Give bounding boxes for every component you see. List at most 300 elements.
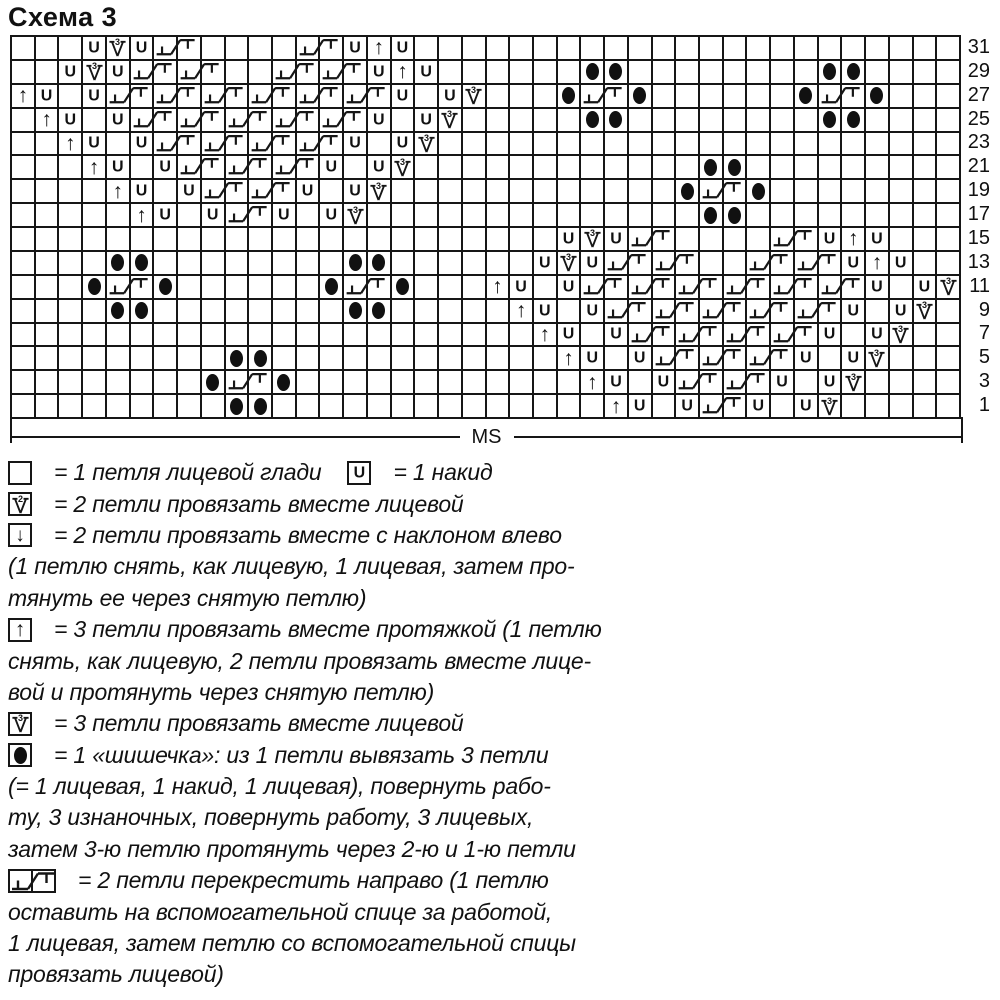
grid-cell [57, 345, 81, 369]
grid-cell [888, 35, 912, 59]
grid-cell [935, 107, 959, 131]
legend-text: тянуть ее через снятую петлю) [8, 584, 367, 611]
grid-cell [722, 226, 746, 250]
grid-cell [935, 345, 959, 369]
yarn-over-symbol: U [657, 373, 670, 391]
grid-cell [532, 35, 556, 59]
grid-cell [888, 298, 912, 322]
grid-cell [603, 226, 627, 250]
grid-cell [81, 178, 105, 202]
grid-cell [532, 178, 556, 202]
grid-cell [817, 298, 841, 322]
grid-cell [34, 35, 58, 59]
grid-cell [413, 298, 437, 322]
grid-cell [81, 83, 105, 107]
grid-cell [152, 154, 176, 178]
legend-line [8, 959, 648, 990]
grid-cell [698, 369, 722, 393]
grid-cell [793, 178, 817, 202]
grid-cell [81, 154, 105, 178]
grid-cell [579, 393, 603, 417]
grid-cell [508, 178, 532, 202]
grid-cell [603, 59, 627, 83]
grid-cell [461, 298, 485, 322]
bobble-symbol [823, 63, 836, 80]
grid-cell [674, 154, 698, 178]
grid-cell [556, 131, 580, 155]
grid-cell [176, 154, 200, 178]
yarn-over-symbol: U [159, 206, 171, 224]
grid-cell [10, 83, 34, 107]
grid-cell [461, 35, 485, 59]
grid-cell [34, 393, 58, 417]
svg-text:3: 3 [589, 228, 595, 239]
grid-cell [57, 250, 81, 274]
grid-cell [247, 226, 271, 250]
grid-cell [793, 226, 817, 250]
grid-cell [627, 178, 651, 202]
grid-cell [485, 345, 509, 369]
yarn-over-symbol: U [610, 373, 622, 391]
grid-cell [651, 59, 675, 83]
grid-cell [485, 250, 509, 274]
legend-line [8, 645, 648, 676]
grid-cell [485, 107, 509, 131]
grid-cell [57, 154, 81, 178]
row-number: 15 [967, 226, 990, 249]
grid-cell [864, 298, 888, 322]
bobble-symbol [230, 398, 243, 415]
yarn-over-symbol: U [88, 87, 100, 105]
grid-cell [627, 393, 651, 417]
grid-cell [247, 131, 271, 155]
grid-cell [105, 274, 129, 298]
grid-cell [817, 393, 841, 417]
grid-cell [152, 59, 176, 83]
grid-cell [935, 178, 959, 202]
grid-cell [295, 59, 319, 83]
grid-cell [152, 107, 176, 131]
grid-cell [722, 250, 746, 274]
yarn-over-symbol: U [420, 63, 432, 81]
grid-cell [461, 202, 485, 226]
grid-cell [769, 298, 793, 322]
svg-text:3: 3 [566, 252, 572, 263]
grid-cell [129, 298, 153, 322]
grid-cell [579, 154, 603, 178]
legend-line [8, 802, 648, 833]
grid-cell [10, 369, 34, 393]
yarn-over-symbol: U [894, 254, 907, 272]
grid-cell [342, 202, 366, 226]
grid-cell [698, 298, 722, 322]
grid-cell [247, 274, 271, 298]
grid-cell [224, 107, 248, 131]
grid-cell [437, 35, 461, 59]
grid-cell [342, 35, 366, 59]
k3tog-symbol [440, 109, 459, 130]
grid-cell [390, 226, 414, 250]
grid-cell [129, 178, 153, 202]
yarn-over-symbol: U [847, 254, 860, 272]
grid-cell [366, 298, 390, 322]
grid-cell [34, 250, 58, 274]
grid-cell [674, 322, 698, 346]
yarn-over-symbol: U [325, 158, 338, 176]
grid-cell [603, 35, 627, 59]
grid-cell [769, 83, 793, 107]
grid-cell [413, 178, 437, 202]
legend-text: затем 3-ю петлю протянуть через 2-ю и 1-ю петли [8, 835, 576, 862]
grid-cell [508, 322, 532, 346]
grid-cell [295, 393, 319, 417]
grid-cell [81, 369, 105, 393]
sk2p-symbol: ↑ [65, 131, 76, 155]
grid-cell [935, 59, 959, 83]
grid-cell [57, 59, 81, 83]
grid-cell [912, 35, 936, 59]
grid-cell [840, 35, 864, 59]
k3tog-symbol [11, 713, 30, 734]
grid-cell [342, 322, 366, 346]
grid-cell [271, 154, 295, 178]
grid-cell [105, 298, 129, 322]
yarn-over-symbol: U [396, 87, 409, 105]
grid-cell [437, 202, 461, 226]
sk2p-symbol: ↑ [587, 370, 598, 394]
grid-cell [485, 131, 509, 155]
grid-cell [627, 298, 651, 322]
grid-cell [129, 322, 153, 346]
bobble-symbol [135, 254, 148, 271]
grid-cell [793, 250, 817, 274]
grid-cell [224, 298, 248, 322]
grid-cell [888, 83, 912, 107]
grid-cell [579, 178, 603, 202]
row-number: 23 [967, 131, 990, 154]
grid-cell [34, 202, 58, 226]
row-number: 9 [978, 298, 990, 321]
yarn-over-symbol: U [88, 134, 100, 152]
knit-stitch-symbol [8, 461, 32, 485]
grid-cell [745, 250, 769, 274]
grid-cell [366, 226, 390, 250]
grid-cell [390, 154, 414, 178]
legend-text: ту, 3 изнаночных, повернуть работу, 3 лицевых, [8, 804, 534, 831]
grid-cell [437, 83, 461, 107]
grid-cell [176, 83, 200, 107]
bobble-symbol [372, 302, 385, 319]
grid-cell [888, 250, 912, 274]
grid-cell [81, 393, 105, 417]
ms-line-right [514, 436, 962, 438]
grid-cell [556, 274, 580, 298]
sk2p-symbol: ↑ [610, 394, 622, 418]
grid-cell [935, 226, 959, 250]
grid-cell [366, 202, 390, 226]
grid-cell [651, 250, 675, 274]
bobble-symbol [823, 111, 836, 128]
yarn-over-symbol: U [349, 134, 361, 152]
yarn-over-symbol: U [823, 230, 836, 248]
bobble-symbol [325, 278, 338, 295]
grid-cell [271, 345, 295, 369]
grid-cell [817, 322, 841, 346]
grid-cell [200, 345, 224, 369]
grid-cell [912, 250, 936, 274]
grid-cell [864, 83, 888, 107]
grid-cell [247, 345, 271, 369]
grid-cell [840, 202, 864, 226]
grid-cell [152, 226, 176, 250]
yarn-over-symbol: U [610, 325, 622, 343]
row-numbers [962, 35, 990, 417]
grid-cell [817, 83, 841, 107]
grid-cell [318, 226, 342, 250]
k3tog-symbol [417, 133, 436, 154]
grid-cell [769, 107, 793, 131]
yarn-over-symbol: U [847, 349, 860, 367]
grid-cell [129, 226, 153, 250]
grid-cell [674, 298, 698, 322]
grid-cell [627, 274, 651, 298]
grid-cell [485, 59, 509, 83]
grid-cell [366, 35, 390, 59]
grid-cell [10, 59, 34, 83]
yarn-over-symbol: U [562, 278, 575, 296]
grid-cell [271, 369, 295, 393]
grid-cell [57, 178, 81, 202]
grid-cell [437, 345, 461, 369]
grid-cell [152, 274, 176, 298]
grid-cell [745, 107, 769, 131]
grid-cell [793, 393, 817, 417]
grid-cell [224, 345, 248, 369]
grid-cell [627, 369, 651, 393]
grid-cell [390, 131, 414, 155]
legend-line [8, 488, 648, 519]
yarn-over-symbol: U [372, 63, 385, 81]
grid-cell [295, 274, 319, 298]
grid-cell [556, 59, 580, 83]
grid-cell [864, 226, 888, 250]
grid-cell [556, 322, 580, 346]
grid-cell [10, 154, 34, 178]
yarn-over-symbol: U [88, 39, 100, 57]
grid-cell [57, 393, 81, 417]
row-number: 1 [978, 394, 990, 417]
grid-cell [247, 178, 271, 202]
grid-cell [200, 131, 224, 155]
bobble-symbol [847, 63, 860, 80]
k2tog-symbol [8, 492, 32, 516]
grid-cell [508, 59, 532, 83]
grid-cell [556, 226, 580, 250]
grid-cell [105, 369, 129, 393]
yarn-over-symbol: U [681, 397, 693, 415]
grid-cell [437, 369, 461, 393]
grid-cell [224, 393, 248, 417]
grid-cell [651, 298, 675, 322]
grid-cell [769, 154, 793, 178]
k3tog-symbol [85, 61, 104, 82]
yarn-over-symbol: U [586, 254, 599, 272]
grid-cell [532, 322, 556, 346]
grid-cell [342, 226, 366, 250]
grid-cell [342, 393, 366, 417]
grid-cell [508, 226, 532, 250]
bobble-symbol [728, 159, 741, 176]
grid-cell [769, 322, 793, 346]
grid-cell [247, 393, 271, 417]
grid-cell [485, 393, 509, 417]
grid-cell [413, 369, 437, 393]
grid-cell [793, 59, 817, 83]
grid-cell [461, 393, 485, 417]
yarn-over-symbol: U [562, 230, 575, 248]
grid-cell [200, 83, 224, 107]
grid-cell [271, 393, 295, 417]
grid-cell [57, 83, 81, 107]
grid-cell [437, 107, 461, 131]
grid-cell [224, 274, 248, 298]
grid-cell [176, 226, 200, 250]
grid-cell [57, 131, 81, 155]
grid-cell [200, 202, 224, 226]
row-number: 13 [967, 250, 990, 273]
grid-cell [603, 202, 627, 226]
grid-cell [129, 345, 153, 369]
grid-cell [556, 107, 580, 131]
yarn-over-symbol: U [64, 111, 77, 129]
yarn-over-symbol: U [800, 349, 812, 367]
yarn-over-symbol: U [894, 302, 907, 320]
grid-cell [769, 226, 793, 250]
legend-text: = 1 «шишечка»: из 1 петли вывязать 3 петли [54, 741, 549, 768]
yarn-over-symbol: U [586, 349, 599, 367]
bobble-symbol [206, 374, 219, 391]
bobble-symbol [609, 63, 622, 80]
grid-cell [342, 274, 366, 298]
grid-cell [579, 250, 603, 274]
svg-text:3: 3 [376, 180, 382, 191]
grid-cell [627, 345, 651, 369]
grid-cell [674, 107, 698, 131]
grid-cell [793, 322, 817, 346]
grid-cell [912, 154, 936, 178]
grid-cell [437, 226, 461, 250]
grid-cell [840, 107, 864, 131]
grid-cell [674, 345, 698, 369]
grid-cell [912, 298, 936, 322]
grid-cell [176, 35, 200, 59]
legend [8, 457, 648, 991]
grid-cell [200, 35, 224, 59]
grid-cell [508, 274, 532, 298]
yarn-over-symbol: U [871, 325, 883, 343]
grid-cell [840, 369, 864, 393]
grid-cell [461, 83, 485, 107]
grid-cell [295, 107, 319, 131]
grid-cell [603, 250, 627, 274]
yarn-over-symbol: U [325, 206, 338, 224]
bobble-symbol [111, 302, 124, 319]
grid-cell [508, 393, 532, 417]
legend-line [8, 928, 648, 959]
grid-cell [579, 322, 603, 346]
grid-cell [888, 369, 912, 393]
bobble-symbol [135, 302, 148, 319]
grid-cell [437, 322, 461, 346]
grid-cell [318, 59, 342, 83]
grid-cell [532, 226, 556, 250]
grid-cell [485, 154, 509, 178]
grid-cell [508, 298, 532, 322]
grid-cell [864, 202, 888, 226]
grid-cell [200, 226, 224, 250]
grid-cell [935, 274, 959, 298]
grid-cell [769, 250, 793, 274]
bobble-symbol [704, 159, 717, 176]
grid-cell [129, 369, 153, 393]
grid-cell [793, 83, 817, 107]
sk2p-symbol: ↑ [41, 108, 52, 132]
grid-cell [864, 345, 888, 369]
grid-cell [295, 298, 319, 322]
legend-line [8, 708, 648, 739]
grid-cell [817, 35, 841, 59]
grid-cell [318, 131, 342, 155]
row-number: 25 [967, 107, 990, 130]
yarn-over-symbol: U [396, 39, 409, 57]
legend-line [8, 896, 648, 927]
grid-cell [532, 274, 556, 298]
bobble-symbol [562, 87, 575, 104]
yarn-over-symbol: U [372, 111, 385, 129]
grid-cell [840, 59, 864, 83]
grid-cell [271, 250, 295, 274]
grid-cell [81, 274, 105, 298]
grid-cell [81, 345, 105, 369]
sk2p-symbol: ↑ [17, 84, 29, 108]
grid-cell [935, 369, 959, 393]
grid-cell [888, 345, 912, 369]
svg-text:3: 3 [447, 109, 453, 120]
grid-cell [651, 345, 675, 369]
grid-cell [603, 178, 627, 202]
grid-cell [390, 107, 414, 131]
grid-cell [722, 298, 746, 322]
grid-cell [366, 59, 390, 83]
ms-bracket [10, 417, 963, 448]
grid-cell [532, 83, 556, 107]
grid-cell [532, 131, 556, 155]
yarn-over-symbol: U [301, 182, 314, 200]
bobble-symbol [14, 747, 27, 764]
grid-cell [935, 131, 959, 155]
grid-cell [864, 369, 888, 393]
grid-cell [745, 154, 769, 178]
grid-cell [105, 83, 129, 107]
yarn-over-symbol: U [776, 373, 788, 391]
grid-cell [745, 322, 769, 346]
grid-cell [651, 107, 675, 131]
grid-cell [271, 298, 295, 322]
grid-cell [437, 59, 461, 83]
grid-cell [888, 131, 912, 155]
k3tog-symbol [583, 228, 602, 249]
grid-cell [769, 35, 793, 59]
